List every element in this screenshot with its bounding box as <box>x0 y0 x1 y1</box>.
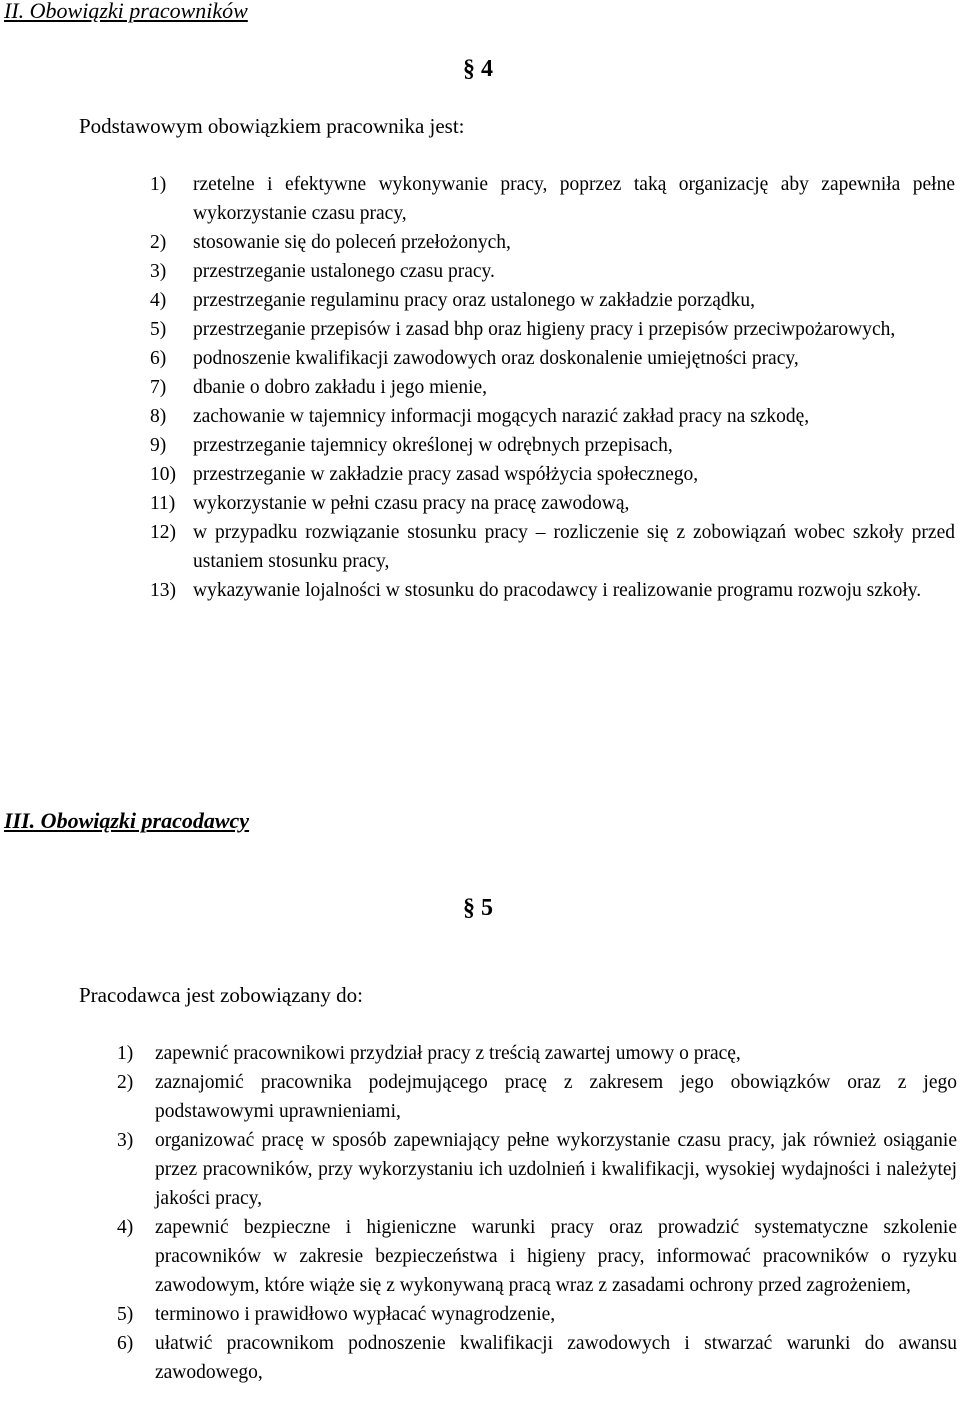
list-item-text: ułatwić pracownikom podnoszenie kwalifikacji zawodowych i stwarzać warunki do awansu zawodowego, <box>155 1333 957 1383</box>
list-item <box>150 518 955 576</box>
list-item-number: 13) <box>150 580 176 601</box>
list-item-text: w przypadku rozwiązanie stosunku pracy – rozliczenie się z zobowiązań wobec szkoły przed ustaniem stosunku pracy, <box>193 522 955 572</box>
list-item-number: 9) <box>150 435 167 456</box>
list-item-number: 6) <box>150 348 167 369</box>
list-item-number: 5) <box>150 319 167 340</box>
list-item-number: 12) <box>150 522 176 543</box>
list-item-text: wykazywanie lojalności w stosunku do pracodawcy i realizowanie programu rozwoju szkoły. <box>193 580 922 601</box>
list-item <box>150 576 955 605</box>
paragraph-mark-5: § 5 <box>463 895 493 921</box>
list-item-text: organizować pracę w sposób zapewniający pełne wykorzystanie czasu pracy, jak również osiąganie przez pracowników, przy wykorzystaniu ich uzdolnień i kwalifikacji, wysokiej wydajności i należytej jakości pracy, <box>155 1130 957 1209</box>
list-item-text: przestrzeganie przepisów i zasad bhp oraz higieny pracy i przepisów przeciwpożarowych, <box>193 319 896 340</box>
list-item-number: 1) <box>150 174 167 195</box>
list-item <box>150 373 955 402</box>
list-item <box>150 286 955 315</box>
list-item <box>150 402 955 431</box>
list-item <box>150 170 955 228</box>
list-item-number: 8) <box>150 406 167 427</box>
list-item-text: przestrzeganie w zakładzie pracy zasad współżycia społecznego, <box>193 464 699 485</box>
list-item-number: 7) <box>150 377 167 398</box>
list-item-text: zachowanie w tajemnicy informacji mogących narazić zakład pracy na szkodę, <box>193 406 810 427</box>
list-item <box>150 344 955 373</box>
paragraph-mark-4: § 4 <box>463 56 493 82</box>
list-item-number: 2) <box>117 1072 134 1093</box>
list-item-text: przestrzeganie ustalonego czasu pracy. <box>193 261 495 282</box>
list-item <box>150 257 955 286</box>
list-item-text: przestrzeganie regulaminu pracy oraz ustalonego w zakładzie porządku, <box>193 290 755 311</box>
list-item <box>117 1126 957 1213</box>
list-item-number: 10) <box>150 464 176 485</box>
list-item-number: 2) <box>150 232 167 253</box>
employee-duties-list <box>150 170 955 605</box>
list-item-text: zapewnić pracownikowi przydział pracy z treścią zawartej umowy o pracę, <box>155 1043 741 1064</box>
list-item-number: 3) <box>150 261 167 282</box>
list-item-text: zapewnić bezpieczne i higieniczne warunki pracy oraz prowadzić systematyczne szkolenie pracowników w zakresie bezpieczeństwa i higieny pracy, informować pracowników o ryzyku zawodowym, które wiąże się z wykonywaną pracą wraz z zasadami ochrony przed zagrożeniem, <box>155 1217 957 1296</box>
list-item-number: 6) <box>117 1333 134 1354</box>
list-item <box>117 1213 957 1300</box>
section-2-intro: Podstawowym obowiązkiem pracownika jest: <box>79 114 465 138</box>
list-item <box>117 1039 957 1068</box>
list-item <box>150 489 955 518</box>
employer-duties-list <box>117 1039 957 1387</box>
section-heading-2: II. Obowiązki pracowników <box>4 0 248 23</box>
list-item-text: rzetelne i efektywne wykonywanie pracy, poprzez taką organizację aby zapewniła pełne wykorzystanie czasu pracy, <box>193 174 955 224</box>
list-item <box>117 1329 957 1387</box>
section-heading-3: III. Obowiązki pracodawcy <box>4 808 250 833</box>
list-item <box>150 460 955 489</box>
list-item-text: przestrzeganie tajemnicy określonej w odrębnych przepisach, <box>193 435 673 456</box>
section-3-intro: Pracodawca jest zobowiązany do: <box>79 983 363 1007</box>
list-item <box>150 228 955 257</box>
list-item-number: 4) <box>117 1217 134 1238</box>
list-item-text: wykorzystanie w pełni czasu pracy na pracę zawodową, <box>193 493 630 514</box>
list-item-number: 4) <box>150 290 167 311</box>
list-item-text: stosowanie się do poleceń przełożonych, <box>193 232 511 253</box>
list-item-number: 3) <box>117 1130 134 1151</box>
list-item <box>150 315 955 344</box>
list-item <box>150 431 955 460</box>
list-item-text: dbanie o dobro zakładu i jego mienie, <box>193 377 488 398</box>
list-item-number: 11) <box>150 493 176 514</box>
list-item-number: 1) <box>117 1043 134 1064</box>
list-item-number: 5) <box>117 1304 134 1325</box>
list-item-text: zaznajomić pracownika podejmującego pracę z zakresem jego obowiązków oraz z jego podstawowymi uprawnieniami, <box>155 1072 957 1122</box>
list-item-text: terminowo i prawidłowo wypłacać wynagrodzenie, <box>155 1304 556 1325</box>
list-item <box>117 1068 957 1126</box>
list-item <box>117 1300 957 1329</box>
list-item-text: podnoszenie kwalifikacji zawodowych oraz doskonalenie umiejętności pracy, <box>193 348 799 369</box>
